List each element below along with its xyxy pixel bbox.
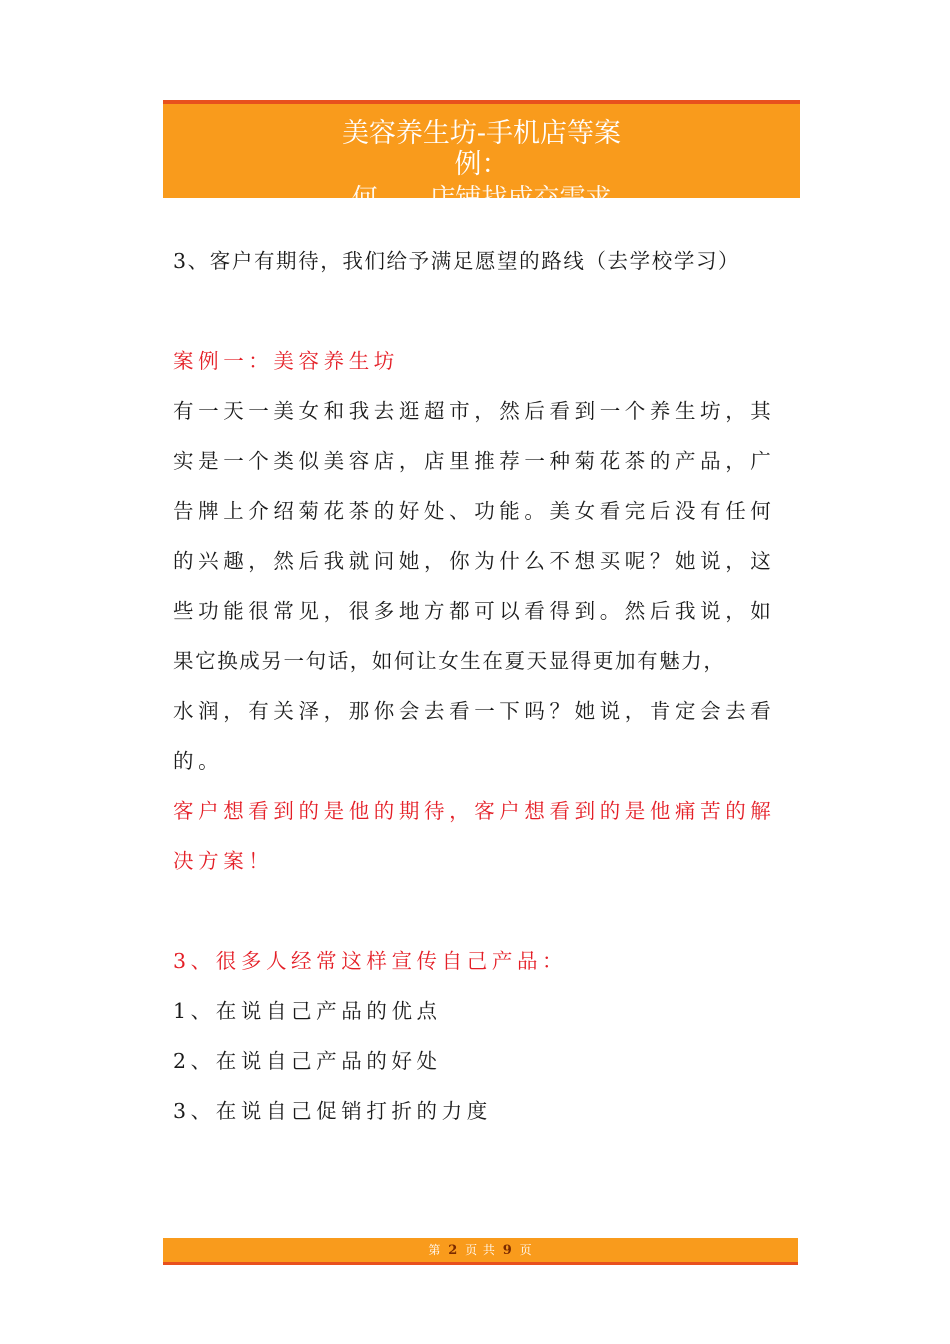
page-mid: 页 共 bbox=[465, 1243, 496, 1257]
page-current: 2 bbox=[448, 1243, 459, 1258]
intro-line: 3、客户有期待，我们给予满足愿望的路线（去学校学习） bbox=[173, 249, 741, 273]
page-prefix: 第 bbox=[428, 1243, 442, 1257]
story-line: 的兴趣，然后我就问她，你为什么不想买呢？她说，这 bbox=[173, 549, 776, 573]
spacer bbox=[173, 886, 788, 936]
header-banner bbox=[163, 100, 800, 214]
document-body bbox=[173, 236, 788, 1136]
spacer bbox=[173, 286, 788, 336]
story-line: 些功能很常见，很多地方都可以看得到。然后我说，如 bbox=[173, 599, 776, 623]
list-item: 2、在说自己产品的好处 bbox=[173, 1049, 442, 1073]
page-suffix: 页 bbox=[519, 1243, 533, 1257]
story-line: 的。 bbox=[173, 749, 224, 773]
page-footer bbox=[163, 1238, 798, 1265]
page-total: 9 bbox=[502, 1243, 513, 1258]
list-item: 1、在说自己产品的优点 bbox=[173, 999, 442, 1023]
highlight-line: 客户想看到的是他的期待，客户想看到的是他痛苦的解 bbox=[173, 799, 776, 823]
document-title: 美容养生坊-手机店等案例： bbox=[341, 118, 622, 180]
story-line: 果它换成另一句话，如何让女生在夏天显得更加有魅力， bbox=[173, 649, 726, 673]
story-line: 实是一个类似美容店，店里推荐一种菊花茶的产品，广 bbox=[173, 449, 776, 473]
document-subtitle-clipped: 何……店铺找成交需求 bbox=[351, 184, 612, 214]
story-line: 告牌上介绍菊花茶的好处、功能。美女看完后没有任何 bbox=[173, 499, 776, 523]
list-item: 3、在说自己促销打折的力度 bbox=[173, 1099, 492, 1123]
story-line: 水润，有关泽，那你会去看一下吗？她说，肯定会去看 bbox=[173, 699, 776, 723]
highlight-line: 决方案！ bbox=[173, 849, 274, 873]
case-heading: 案例一：美容养生坊 bbox=[173, 349, 399, 373]
story-line: 有一天一美女和我去逛超市，然后看到一个养生坊，其 bbox=[173, 399, 776, 423]
section-heading: 3、很多人经常这样宣传自己产品： bbox=[173, 949, 568, 973]
